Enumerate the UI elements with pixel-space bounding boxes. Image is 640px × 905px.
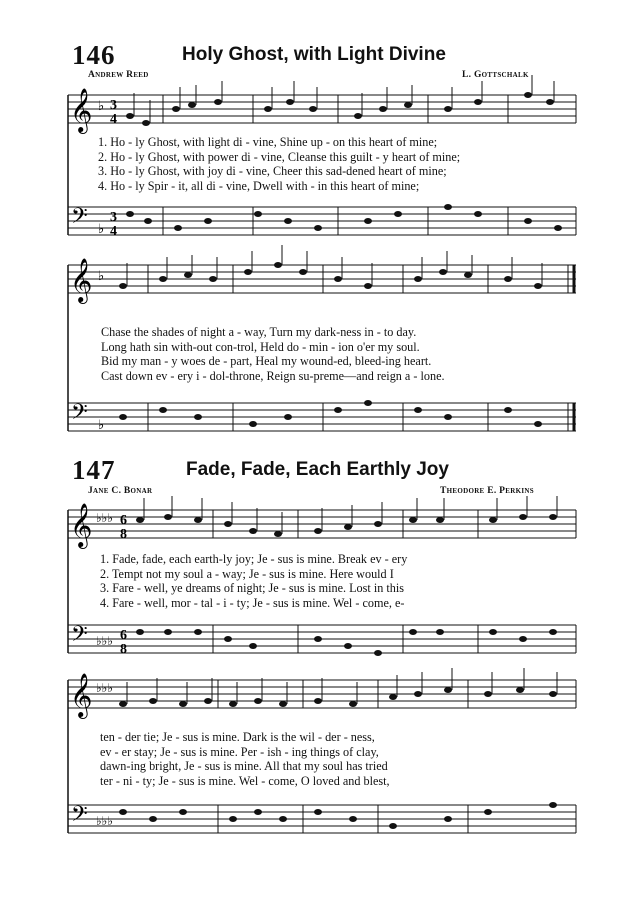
svg-text:8: 8 (120, 527, 127, 542)
svg-text:𝄞: 𝄞 (70, 673, 93, 717)
hymn-title: Holy Ghost, with Light Divine (182, 44, 446, 65)
verse-line: 1. Fade, fade, each earth-ly joy; Je - sus is mine. Break ev - ery (100, 552, 408, 566)
verse-line: Chase the shades of night a - way, Turn my dark-ness in - to day. (101, 325, 417, 339)
music-system (68, 500, 576, 670)
svg-text:6: 6 (120, 628, 127, 643)
verse-line: Long hath sin with-out con-trol, Held do - min - ion o'er my soul. (101, 339, 420, 354)
words-credit: Jane C. Bonar (88, 486, 153, 496)
verse-line: dawn-ing bright, Je - sus is mine. All that my soul has tried (100, 759, 388, 774)
verse-line: ten - der tie; Je - sus is mine. Dark is the wil - der - ness, (100, 730, 375, 744)
verse-line: 1. Ho - ly Ghost, with light di - vine, Shine up - on this heart of mine; (98, 135, 438, 149)
svg-text:𝄢: 𝄢 (71, 204, 88, 234)
words-credit: Andrew Reed (88, 70, 149, 80)
verse-line: 3. Fare - well, ye dreams of night; Je - sus is mine. Lost in this (100, 581, 404, 596)
svg-text:𝄞: 𝄞 (70, 88, 93, 132)
verse-line: 4. Ho - ly Spir - it, all di - vine, Dwell with - in this heart of mine; (98, 178, 420, 193)
svg-text:♭: ♭ (98, 99, 105, 114)
svg-text:4: 4 (110, 224, 117, 239)
svg-text:♭: ♭ (98, 269, 105, 284)
svg-text:6: 6 (120, 513, 127, 528)
svg-text:♭♭♭: ♭♭♭ (96, 681, 113, 695)
svg-text:♭: ♭ (98, 222, 105, 237)
treble-staff (68, 255, 576, 315)
svg-text:𝄢: 𝄢 (71, 622, 88, 652)
verse-line: 2. Ho - ly Ghost, with power di - vine, Cleanse this guilt - y heart of mine; (98, 149, 461, 164)
svg-text:3: 3 (110, 98, 117, 113)
treble-staff (68, 500, 576, 560)
bass-staff (68, 197, 576, 257)
music-system (68, 670, 576, 850)
svg-text:♭: ♭ (98, 418, 105, 433)
hymn-number: 147 (72, 455, 116, 485)
svg-text:𝄢: 𝄢 (71, 400, 88, 430)
treble-staff (68, 670, 576, 730)
svg-text:♭♭♭: ♭♭♭ (96, 634, 113, 648)
hymn-title: Fade, Fade, Each Earthly Joy (186, 459, 449, 480)
bass-staff (68, 795, 576, 855)
verse-lines (101, 325, 445, 383)
music-system (68, 255, 576, 435)
verse-line: 4. Fare - well, mor - tal - i - ty; Je - sus is mine. Wel - come, e- (100, 595, 405, 610)
music-credit: L. Gottschalk (462, 70, 529, 80)
bass-staff (68, 615, 576, 675)
verse-lines (100, 730, 390, 788)
svg-text:4: 4 (110, 112, 117, 127)
verse-lines (98, 135, 460, 193)
verse-line: Cast down ev - ery i - dol-throne, Reign su-preme—and reign a - lone. (101, 368, 445, 383)
music-system (68, 85, 576, 255)
svg-text:♭♭♭: ♭♭♭ (96, 511, 113, 525)
verse-line: Bid my man - y woes de - part, Heal my wound-ed, bleed-ing heart. (101, 354, 432, 369)
hymn-number: 146 (72, 40, 116, 70)
svg-text:𝄢: 𝄢 (71, 802, 88, 832)
music-credit: Theodore E. Perkins (440, 486, 534, 496)
verse-lines (100, 552, 407, 610)
svg-text:𝄞: 𝄞 (70, 503, 93, 547)
verse-line: 3. Ho - ly Ghost, with joy di - vine, Cheer this sad-dened heart of mine; (98, 164, 447, 179)
svg-text:♭♭♭: ♭♭♭ (96, 814, 113, 828)
svg-text:3: 3 (110, 210, 117, 225)
verse-line: ev - er stay; Je - sus is mine. Per - ish - ing things of clay, (100, 744, 379, 759)
bass-staff (68, 393, 576, 453)
verse-line: 2. Tempt not my soul a - way; Je - sus is mine. Here would I (100, 566, 394, 581)
svg-text:𝄞: 𝄞 (70, 258, 93, 302)
svg-text:8: 8 (120, 642, 127, 657)
verse-line: ter - ni - ty; Je - sus is mine. Wel - come, O loved and blest, (100, 773, 390, 788)
